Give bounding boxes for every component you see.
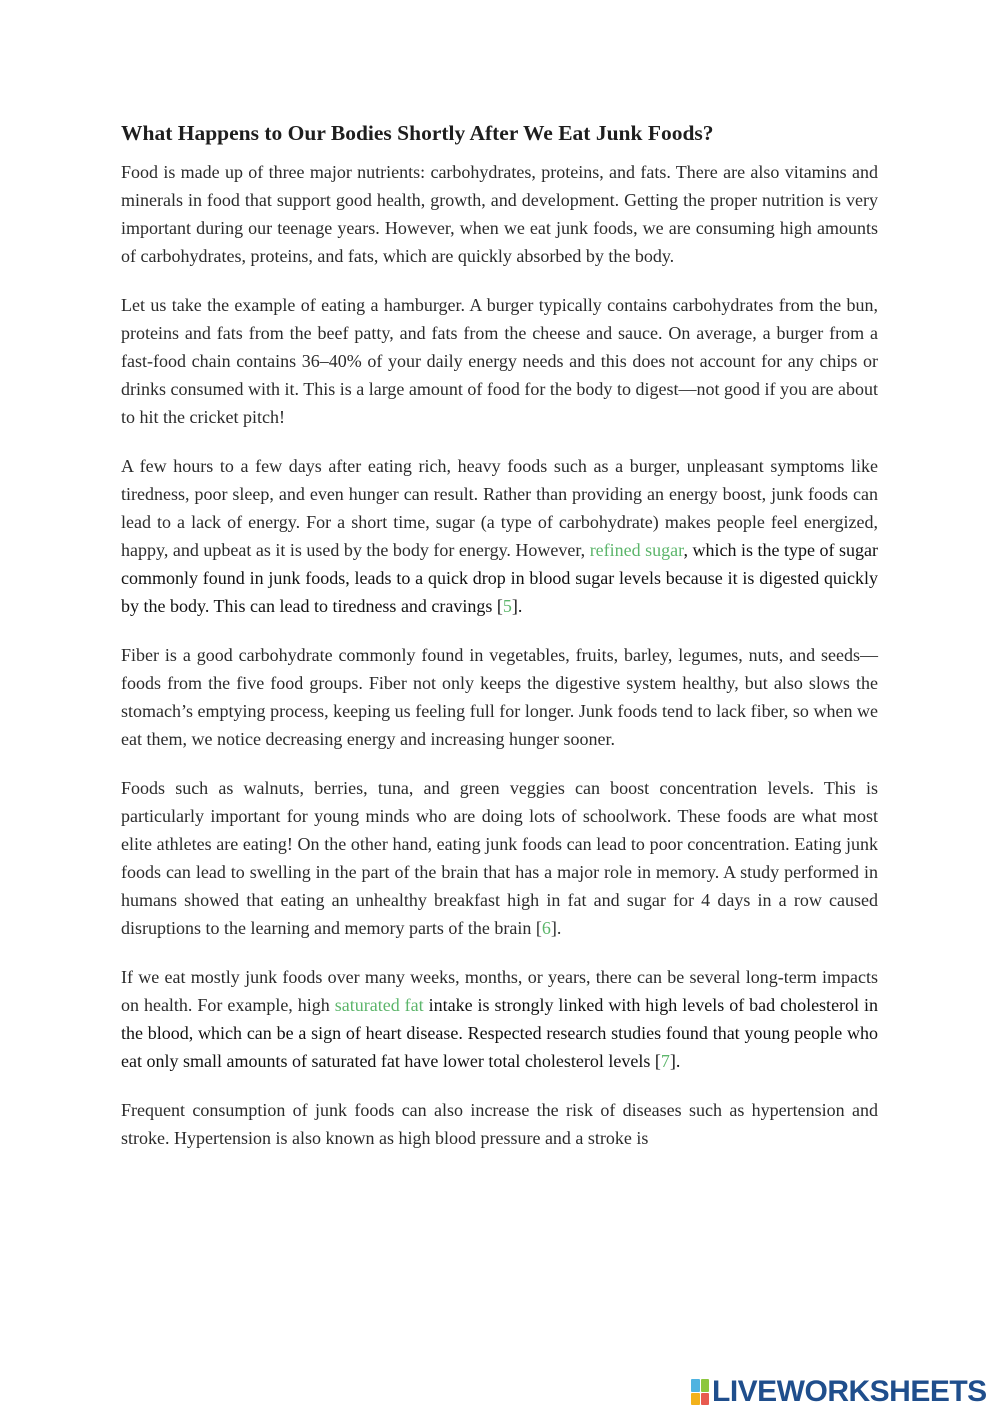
reference-7-link[interactable]: 7 <box>660 1051 670 1072</box>
paragraph-concentration <box>121 774 878 942</box>
paragraph-hamburger: Let us take the example of eating a hamburger. A burger typically contains carbohydrates from the bun, proteins and fats from the beef patty, and fats from the cheese and sauce. On average, a burger from a fast-food chain contains 36–40% of your daily energy needs and this does not account for any chips or drinks consumed with it. This is a large amount of food for the body to digest—not good if you are about to hit the cricket pitch! <box>121 295 878 428</box>
paragraph-nutrients: Food is made up of three major nutrients: carbohydrates, proteins, and fats. There are also vitamins and minerals in food that support good health, growth, and development. Getting the proper nutrition is very important during our teenage years. However, when we eat junk foods, we are consuming high amounts of carbohydrates, proteins, and fats, which are quickly absorbed by the body. <box>121 162 878 267</box>
liveworksheets-logo <box>691 1374 987 1410</box>
paragraph-long-term-end: ]. <box>669 1051 681 1072</box>
saturated-fat-link[interactable]: saturated fat <box>334 995 424 1016</box>
reference-6-link[interactable]: 6 <box>541 918 551 939</box>
logo-text: LIVEWORKSHEETS <box>712 1375 987 1408</box>
logo-badge-icon <box>691 1379 709 1405</box>
refined-sugar-link[interactable]: refined sugar <box>589 540 684 561</box>
page-title: What Happens to Our Bodies Shortly After We Eat Junk Foods? <box>121 121 714 145</box>
paragraph-long-term-text: If we eat mostly junk foods over many weeks, months, or years, there can be several long-term impacts on health. For example, high <box>121 967 878 1016</box>
paragraph-concentration-end: ]. <box>550 918 562 939</box>
paragraph-energy <box>121 452 878 620</box>
paragraph-long-term <box>121 963 878 1075</box>
paragraph-energy-continued: , which is the type of sugar commonly found in junk foods, leads to a quick drop in blood sugar levels because it is digested quickly by the body. This can lead to tiredness and cravings [ <box>121 540 878 617</box>
paragraph-concentration-text: Foods such as walnuts, berries, tuna, and green veggies can boost concentration levels. This is particularly important for young minds who are doing lots of schoolwork. These foods are what most elite athletes are eating! On the other hand, eating junk foods can lead to poor concentration. Eating junk foods can lead to swelling in the part of the brain that has a major role in memory. A study performed in humans showed that eating an unhealthy breakfast high in fat and sugar for 4 days in a row caused disruptions to the learning and memory parts of the brain [ <box>121 778 878 939</box>
paragraph-long-term-continued: intake is strongly linked with high levels of bad cholesterol in the blood, which can be a sign of heart disease. Respected research studies found that young people who eat only small amounts of saturated fat have lower total cholesterol levels [ <box>121 995 878 1072</box>
paragraph-energy-text: A few hours to a few days after eating rich, heavy foods such as a burger, unpleasant symptoms like tiredness, poor sleep, and even hunger can result. Rather than providing an energy boost, junk foods can lead to a lack of energy. For a short time, sugar (a type of carbohydrate) makes people feel energized, happy, and upbeat as it is used by the body for energy. However, <box>121 456 878 561</box>
paragraph-fiber: Fiber is a good carbohydrate commonly found in vegetables, fruits, barley, legumes, nuts, and seeds—foods from the five food groups. Fiber not only keeps the digestive system healthy, but also slows the stomach’s emptying process, keeping us feeling full for longer. Junk foods tend to lack fiber, so when we eat them, we notice decreasing energy and increasing hunger sooner. <box>121 645 878 750</box>
document-page <box>121 118 878 1173</box>
paragraph-energy-end: ]. <box>511 596 523 617</box>
reference-5-link[interactable]: 5 <box>502 596 512 617</box>
paragraph-diseases: Frequent consumption of junk foods can also increase the risk of diseases such as hypertension and stroke. Hypertension is also known as high blood pressure and a stroke is <box>121 1100 878 1149</box>
